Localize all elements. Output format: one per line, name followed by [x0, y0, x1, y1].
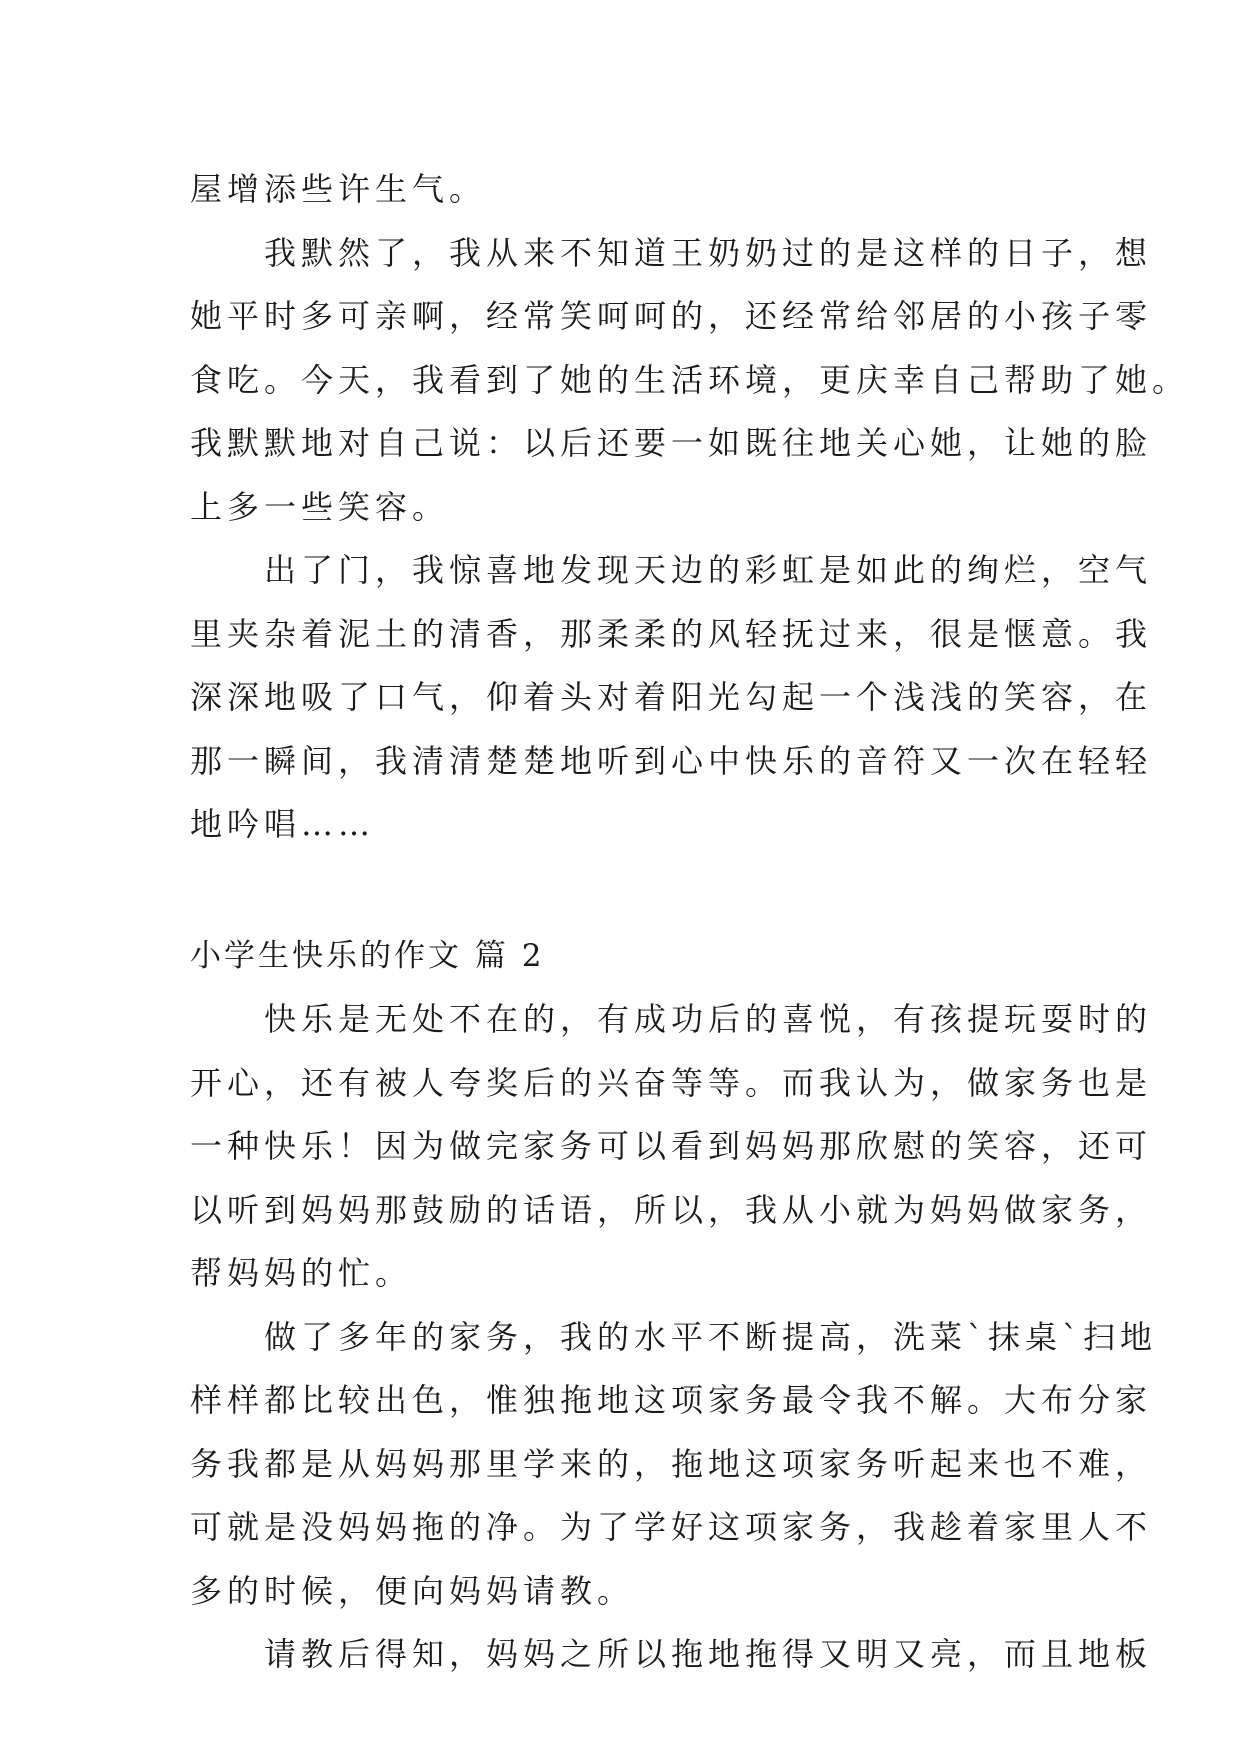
paragraph — [190, 222, 1190, 540]
paragraph-line: 务我都是从妈妈那里学来的，拖地这项家务听起来也不难， — [190, 1444, 1153, 1483]
paragraph-continuation-line: 屋增添些许生气。 — [190, 170, 487, 208]
paragraph-line: 她平时多可亲啊，经常笑呵呵的，还经常给邻居的小孩子零 — [190, 297, 1153, 335]
paragraph-line: 深深地吸了口气，仰着头对着阳光勾起一个浅浅的笑容，在 — [190, 678, 1153, 716]
paragraph-line: 可就是没妈妈拖的净。为了学好这项家务，我趁着家里人不 — [190, 1508, 1153, 1546]
paragraph — [190, 988, 1153, 1306]
paragraph-line: 我默默地对自己说：以后还要一如既往地关心她，让她的脸 — [190, 424, 1153, 462]
paragraph-line: 食吃。今天，我看到了她的生活环境，更庆幸自己帮助了她。 — [190, 360, 1190, 399]
paragraph-line: 地吟唱…… — [190, 805, 376, 843]
section-heading: 小学生快乐的作文 篇 2 — [190, 937, 545, 974]
paragraph-line: 出了门，我惊喜地发现天边的彩虹是如此的绚烂，空气 — [264, 551, 1153, 589]
paragraph-line: 那一瞬间，我清清楚楚地听到心中快乐的音符又一次在轻轻 — [190, 741, 1153, 780]
section-spacer — [190, 857, 1050, 925]
paragraph-line: 多的时候，便向妈妈请教。 — [190, 1571, 635, 1610]
paragraph-line: 帮妈妈的忙。 — [190, 1254, 413, 1292]
paragraph — [190, 1623, 1153, 1687]
paragraph-line: 做了多年的家务，我的水平不断提高，洗菜`抹桌`扫地 — [264, 1317, 1158, 1356]
paragraph-line: 快乐是无处不在的，有成功后的喜悦，有孩提玩耍时的 — [264, 1000, 1153, 1038]
paragraph-line: 上多一些笑容。 — [190, 487, 450, 526]
document-body — [190, 158, 1190, 1687]
paragraph-line: 我默然了，我从来不知道王奶奶过的是这样的日子，想 — [264, 233, 1153, 272]
paragraph-line: 样样都比较出色，惟独拖地这项家务最令我不解。大布分家 — [190, 1381, 1153, 1419]
paragraph-line: 一种快乐！因为做完家务可以看到妈妈那欣慰的笑容，还可 — [190, 1127, 1153, 1165]
paragraph-line: 以听到妈妈那鼓励的话语，所以，我从小就为妈妈做家务， — [190, 1190, 1153, 1229]
paragraph — [190, 1306, 1158, 1624]
paragraph-line: 开心，还有被人夸奖后的兴奋等等。而我认为，做家务也是 — [190, 1063, 1153, 1102]
paragraph-line: 里夹杂着泥土的清香，那柔柔的风轻抚过来，很是惬意。我 — [190, 614, 1153, 653]
paragraph — [190, 539, 1153, 857]
paragraph-line: 请教后得知，妈妈之所以拖地拖得又明又亮，而且地板 — [264, 1635, 1153, 1673]
